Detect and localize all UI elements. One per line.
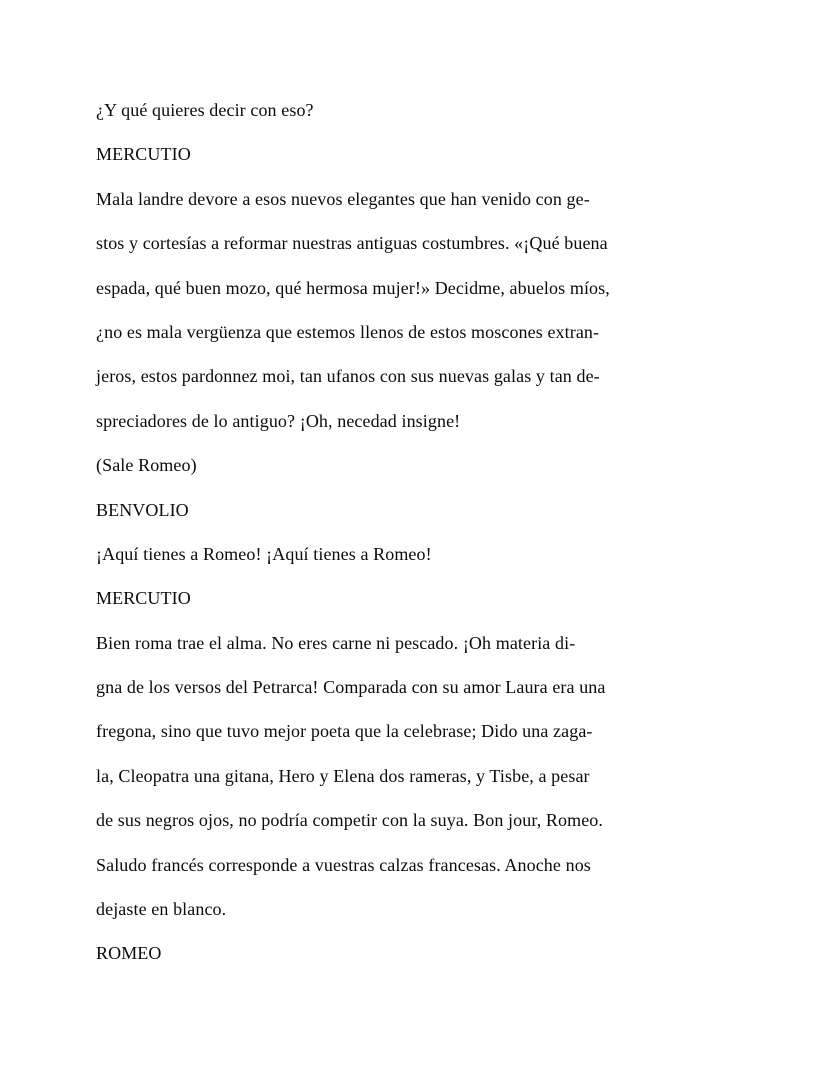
dialogue-text-line: ¡Aquí tienes a Romeo! ¡Aquí tienes a Romeo! [96, 543, 432, 564]
dialogue-text-line: stos y cortesías a reformar nuestras antiguas costumbres. «¡Qué buena [96, 233, 608, 254]
dialogue-text-line: espada, qué buen mozo, qué hermosa mujer!» Decidme, abuelos míos, [96, 277, 610, 298]
dialogue-text-line: gna de los versos del Petrarca! Comparada con su amor Laura era una [96, 677, 606, 698]
dialogue-text-line: Saludo francés corresponde a vuestras calzas francesas. Anoche nos [96, 854, 591, 875]
stage-direction-line: (Sale Romeo) [96, 455, 197, 476]
page-text-block [96, 88, 756, 976]
dialogue-text-line: jeros, estos pardonnez moi, tan ufanos con sus nuevas galas y tan de- [96, 366, 600, 387]
speaker-name-line: MERCUTIO [96, 588, 191, 609]
dialogue-text-line: ¿no es mala vergüenza que estemos llenos de estos moscones extran- [96, 321, 600, 342]
speaker-name-line: BENVOLIO [96, 499, 189, 520]
dialogue-text-line: ¿Y qué quieres decir con eso? [96, 100, 314, 120]
speaker-name-line: MERCUTIO [96, 144, 191, 165]
dialogue-text-line: la, Cleopatra una gitana, Hero y Elena dos rameras, y Tisbe, a pesar [96, 765, 590, 786]
speaker-name-line: ROMEO [96, 943, 162, 964]
dialogue-text-line: Mala landre devore a esos nuevos elegantes que han venido con ge- [96, 188, 590, 209]
dialogue-text-line: fregona, sino que tuvo mejor poeta que la celebrase; Dido una zaga- [96, 721, 593, 742]
dialogue-text-line: dejaste en blanco. [96, 899, 227, 920]
dialogue-text-line: Bien roma trae el alma. No eres carne ni pescado. ¡Oh materia di- [96, 632, 576, 653]
dialogue-text-line: de sus negros ojos, no podría competir con la suya. Bon jour, Romeo. [96, 810, 604, 831]
dialogue-text-line: spreciadores de lo antiguo? ¡Oh, necedad insigne! [96, 410, 461, 431]
